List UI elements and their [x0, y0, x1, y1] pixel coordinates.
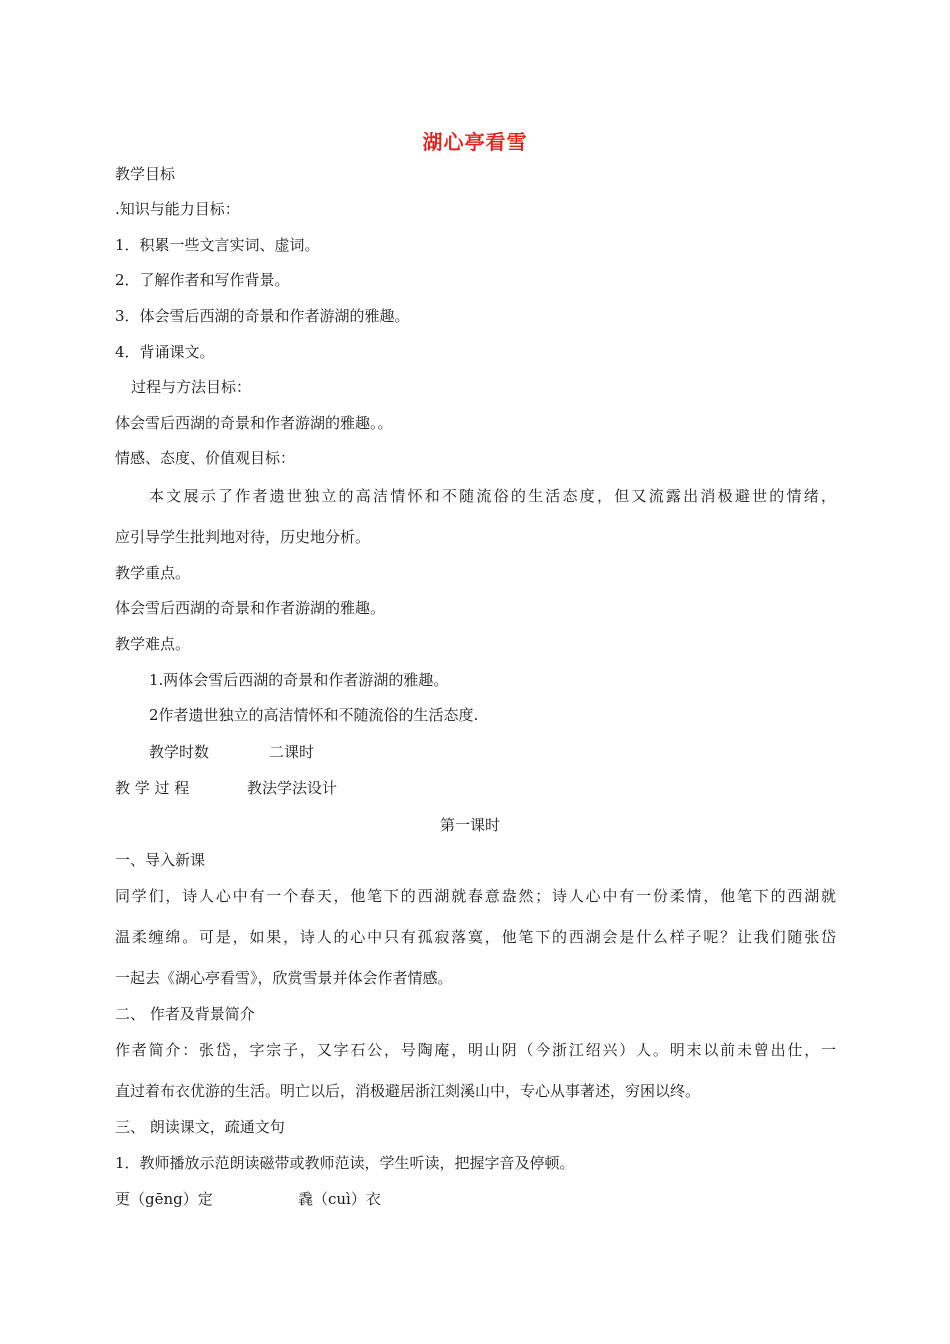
reading-step-1: 1．教师播放示范朗读磁带或教师范读，学生听读，把握字音及停顿。 — [115, 1154, 575, 1172]
emotion-attitude-goal-heading: 情感、态度、价值观目标： — [115, 449, 296, 467]
intro-paragraph-line-2: 温柔缠绵。可是，如果，诗人的心中只有孤寂落寞，他笔下的西湖会是什么样子呢？让我们随张岱 — [115, 928, 838, 946]
section-heading-teaching-goals: 教学目标 — [115, 165, 176, 183]
section-three-heading: 三、 朗读课文，疏通文句 — [115, 1118, 285, 1136]
process-method-goal-heading: 过程与方法目标： — [131, 378, 252, 396]
document-title: 湖心亭看雪 — [422, 130, 528, 154]
teaching-key-point-text: 体会雪后西湖的奇景和作者游湖的雅趣。 — [115, 599, 386, 617]
pronunciation-item-1: 更（gēng）定 — [115, 1190, 213, 1208]
emotion-goal-paragraph-line-2: 应引导学生批判地对待，历史地分析。 — [115, 528, 371, 546]
intro-paragraph-line-1: 同学们，诗人心中有一个春天，他笔下的西湖就春意盎然；诗人心中有一份柔情，他笔下的西湖就 — [115, 887, 838, 905]
teaching-process-label: 教 学 过 程 — [115, 779, 190, 797]
teaching-method-design-label: 教法学法设计 — [247, 779, 338, 797]
author-intro-line-2: 直过着布衣优游的生活。明亡以后，消极避居浙江剡溪山中，专心从事著述，穷困以终。 — [115, 1082, 701, 1100]
intro-paragraph-line-3: 一起去《湖心亭看雪》，欣赏雪景并体会作者情感。 — [115, 969, 453, 987]
teaching-key-point-heading: 教学重点。 — [115, 564, 191, 582]
difficulty-item-1: 1.两体会雪后西湖的奇景和作者游湖的雅趣。 — [149, 671, 449, 689]
goal-item-1: 1．积累一些文言实词、虚词。 — [115, 236, 320, 254]
goal-item-2: 2．了解作者和写作背景。 — [115, 271, 290, 289]
pronunciation-item-2: 毳（cuì）衣 — [298, 1190, 381, 1208]
teaching-hours-label: 教学时数 — [149, 743, 210, 761]
section-two-heading: 二、 作者及背景简介 — [115, 1005, 255, 1023]
difficulty-item-2: 2作者遗世独立的高洁情怀和不随流俗的生活态度. — [149, 706, 479, 724]
section-one-heading: 一、导入新课 — [115, 851, 206, 869]
teaching-difficulty-heading: 教学难点。 — [115, 635, 191, 653]
goal-item-3: 3．体会雪后西湖的奇景和作者游湖的雅趣。 — [115, 307, 410, 325]
process-method-goal-text: 体会雪后西湖的奇景和作者游湖的雅趣。。 — [115, 414, 393, 432]
lesson-one-heading: 第一课时 — [440, 816, 501, 834]
emotion-goal-paragraph-line-1: 本文展示了作者遗世独立的高洁情怀和不随流俗的生活态度，但又流露出消极避世的情绪， — [149, 487, 839, 505]
knowledge-ability-goal-heading: .知识与能力目标： — [115, 200, 240, 218]
teaching-hours-value: 二课时 — [269, 743, 315, 761]
goal-item-4: 4．背诵课文。 — [115, 343, 215, 361]
author-intro-line-1: 作者简介：张岱，字宗子，又字石公，号陶庵，明山阴（今浙江绍兴）人。明末以前未曾出仕，一 — [115, 1041, 838, 1059]
